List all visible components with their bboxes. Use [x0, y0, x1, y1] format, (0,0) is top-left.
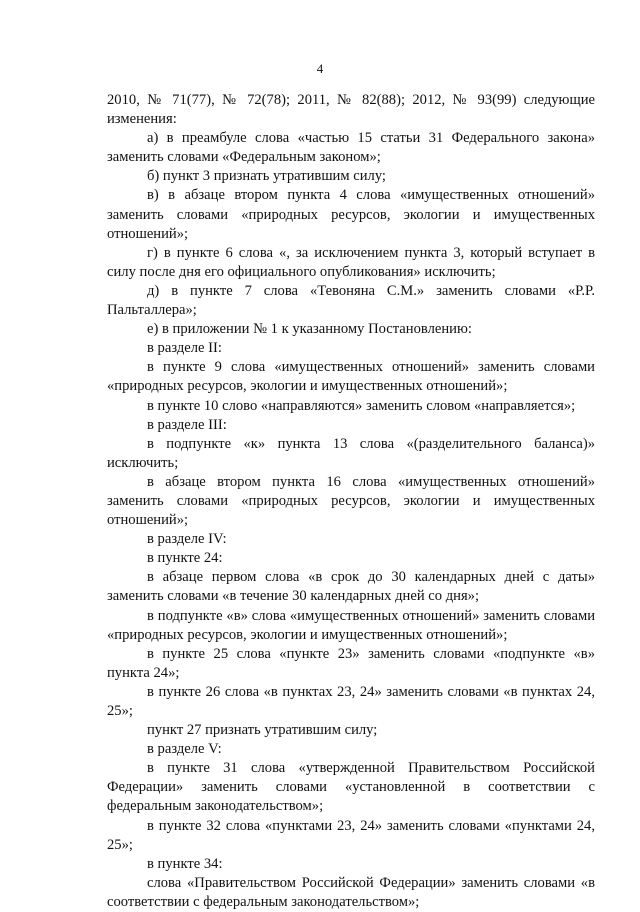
paragraph-point-24-subpoint-v: в подпункте «в» слова «имущественных отношений» заменить словами «природных ресурсов, экологии и имущественных отношений»;: [107, 607, 595, 643]
paragraph-point-9: в пункте 9 слова «имущественных отношений» заменить словами «природных ресурсов, экологии и имущественных отношений»;: [107, 359, 595, 395]
paragraph-point-24-para-1: в абзаце первом слова «в срок до 30 календарных дней с даты» заменить словами «в течение 30 календарных дней со дня»;: [107, 569, 595, 605]
paragraph-point-32: в пункте 32 слова «пунктами 23, 24» заменить словами «пунктами 24, 25»;: [107, 817, 595, 853]
paragraph-point-34: в пункте 34:: [147, 855, 223, 872]
paragraph-point-13: в подпункте «к» пункта 13 слова «(разделительного баланса)» исключить;: [107, 435, 595, 471]
paragraph-item-v: в) в абзаце втором пункта 4 слова «имущественных отношений» заменить словами «природных ресурсов, экологии и имущественных отношений»;: [107, 187, 595, 242]
paragraph-item-e: е) в приложении № 1 к указанному Постановлению:: [147, 321, 472, 338]
paragraph-section-5: в разделе V:: [147, 741, 222, 758]
paragraph-point-25: в пункте 25 слова «пункте 23» заменить словами «подпункте «в» пункта 24»;: [107, 645, 595, 681]
paragraph-intro-continuation: 2010, № 71(77), № 72(78); 2011, № 82(88); 2012, № 93(99) следующие изменения:: [107, 92, 595, 128]
paragraph-point-16: в абзаце втором пункта 16 слова «имущественных отношений» заменить словами «природных ресурсов, экологии и имущественных отношений»;: [107, 473, 595, 529]
paragraph-item-g: г) в пункте 6 слова «, за исключением пункта 3, который вступает в силу после дня его официального опубликования» исключить;: [107, 244, 595, 280]
paragraph-item-d: д) в пункте 7 слова «Тевоняна С.М.» заменить словами «Р.Р. Пальталлера»;: [107, 282, 595, 319]
paragraph-point-27: пункт 27 признать утратившим силу;: [147, 722, 378, 739]
paragraph-section-2: в разделе II:: [147, 340, 222, 357]
paragraph-item-a: а) в преамбуле слова «частью 15 статьи 31 Федерального закона» заменить словами «Федеральным законом»;: [107, 130, 595, 166]
paragraph-point-24: в пункте 24:: [147, 550, 223, 567]
paragraph-item-b: б) пункт 3 признать утратившим силу;: [147, 168, 386, 185]
page-number: 4: [316, 61, 324, 76]
paragraph-point-31: в пункте 31 слова «утвержденной Правительством Российской Федерации» заменить словами «установленной в соответствии с федеральным законодательством»;: [107, 760, 595, 815]
document-body: [107, 91, 595, 912]
paragraph-section-3: в разделе III:: [147, 416, 227, 433]
paragraph-section-4: в разделе IV:: [147, 531, 227, 548]
paragraph-point-34-words: слова «Правительством Российской Федерации» заменить словами «в соответствии с федеральным законодательством»;: [107, 874, 595, 910]
paragraph-point-26: в пункте 26 слова «в пунктах 23, 24» заменить словами «в пунктах 24, 25»;: [107, 683, 595, 719]
paragraph-point-10: в пункте 10 слово «направляются» заменить словом «направляется»;: [147, 397, 576, 414]
